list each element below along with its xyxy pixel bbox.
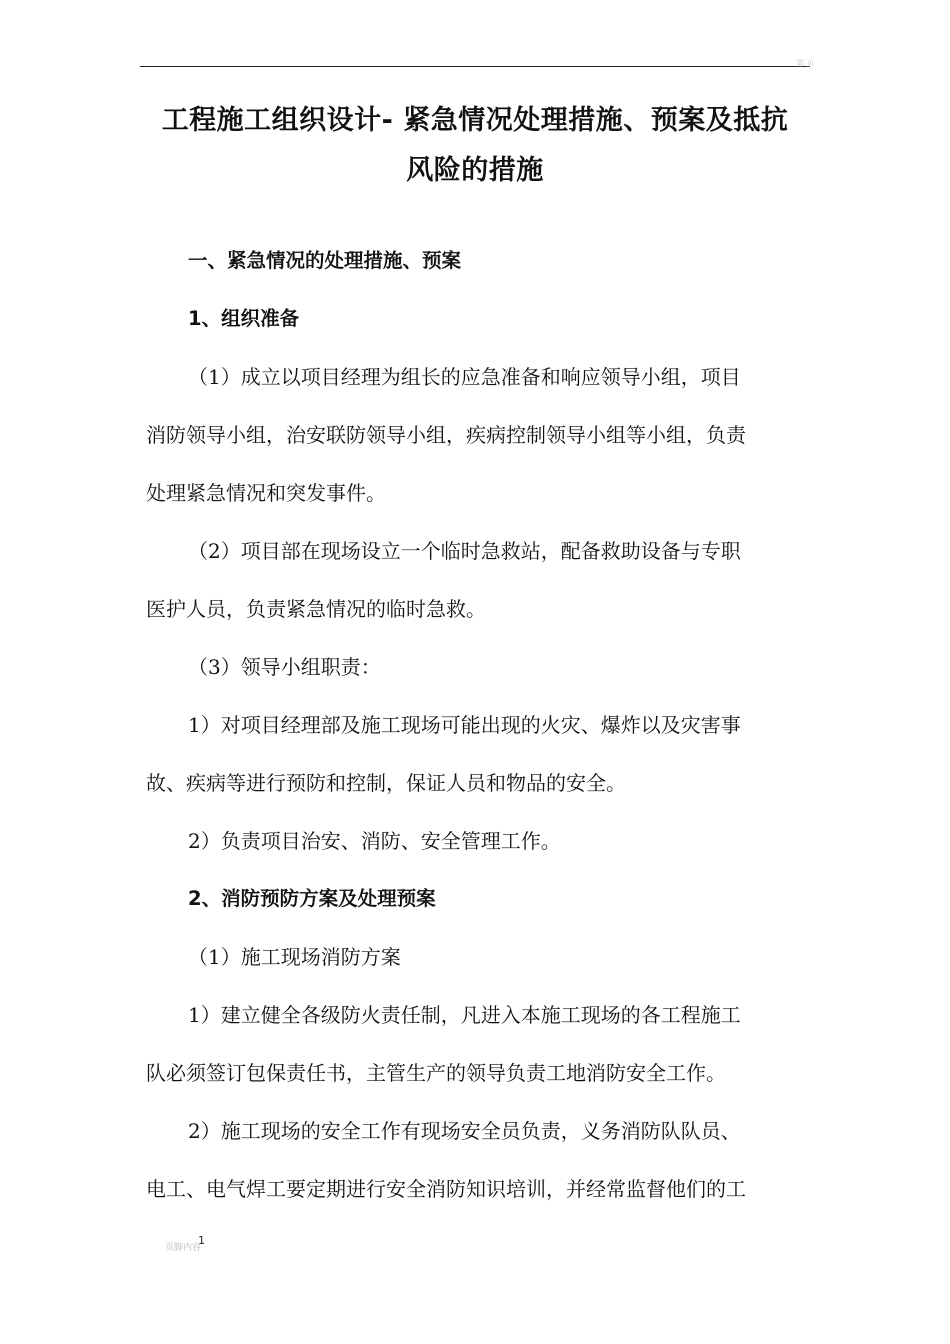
paragraph-line: 消防领导小组，治安联防领导小组，疾病控制领导小组等小组，负责 <box>146 423 746 447</box>
footer-text: 页脚内容 <box>165 1243 202 1253</box>
paragraph-line: 医护人员，负责紧急情况的临时急救。 <box>146 597 486 621</box>
paragraph-line: （3）领导小组职责： <box>188 655 381 679</box>
paragraph-line: （1）施工现场消防方案 <box>188 945 401 969</box>
title-line-1: 工程施工组织设计- 紧急情况处理措施、预案及抵抗 <box>161 105 789 136</box>
paragraph-line: 电工、电气焊工要定期进行安全消防知识培训，并经常监督他们的工 <box>146 1177 746 1201</box>
paragraph-line: 处理紧急情况和突发事件。 <box>146 481 386 505</box>
paragraph-line: 1）建立健全各级防火责任制，凡进入本施工现场的各工程施工 <box>188 1003 741 1027</box>
title-line-2: 风险的措施 <box>406 155 544 186</box>
paragraph-line: 故、疾病等进行预防和控制，保证人员和物品的安全。 <box>146 771 626 795</box>
document-title <box>140 96 810 196</box>
paragraph-line: 2）施工现场的安全工作有现场安全员负责，义务消防队队员、 <box>188 1119 741 1143</box>
paragraph-line: 队必须签订包保责任书，主管生产的领导负责工地消防安全工作。 <box>146 1061 726 1085</box>
paragraph-line: （1）成立以项目经理为组长的应急准备和响应领导小组，项目 <box>188 365 741 389</box>
header-rule <box>140 66 810 67</box>
paragraph-line: （2）项目部在现场设立一个临时急救站，配备救助设备与专职 <box>188 539 741 563</box>
subsection-heading: 2、消防预防方案及处理预案 <box>188 887 436 910</box>
page-number: 1 <box>198 1234 205 1247</box>
section-heading: 一、紧急情况的处理措施、预案 <box>188 249 462 272</box>
paragraph-line: 1）对项目经理部及施工现场可能出现的火灾、爆炸以及灾害事 <box>188 713 741 737</box>
subsection-heading: 1、组织准备 <box>188 307 300 330</box>
header-page-mark: 第 页 <box>796 59 815 68</box>
paragraph-line: 2）负责项目治安、消防、安全管理工作。 <box>188 829 561 853</box>
